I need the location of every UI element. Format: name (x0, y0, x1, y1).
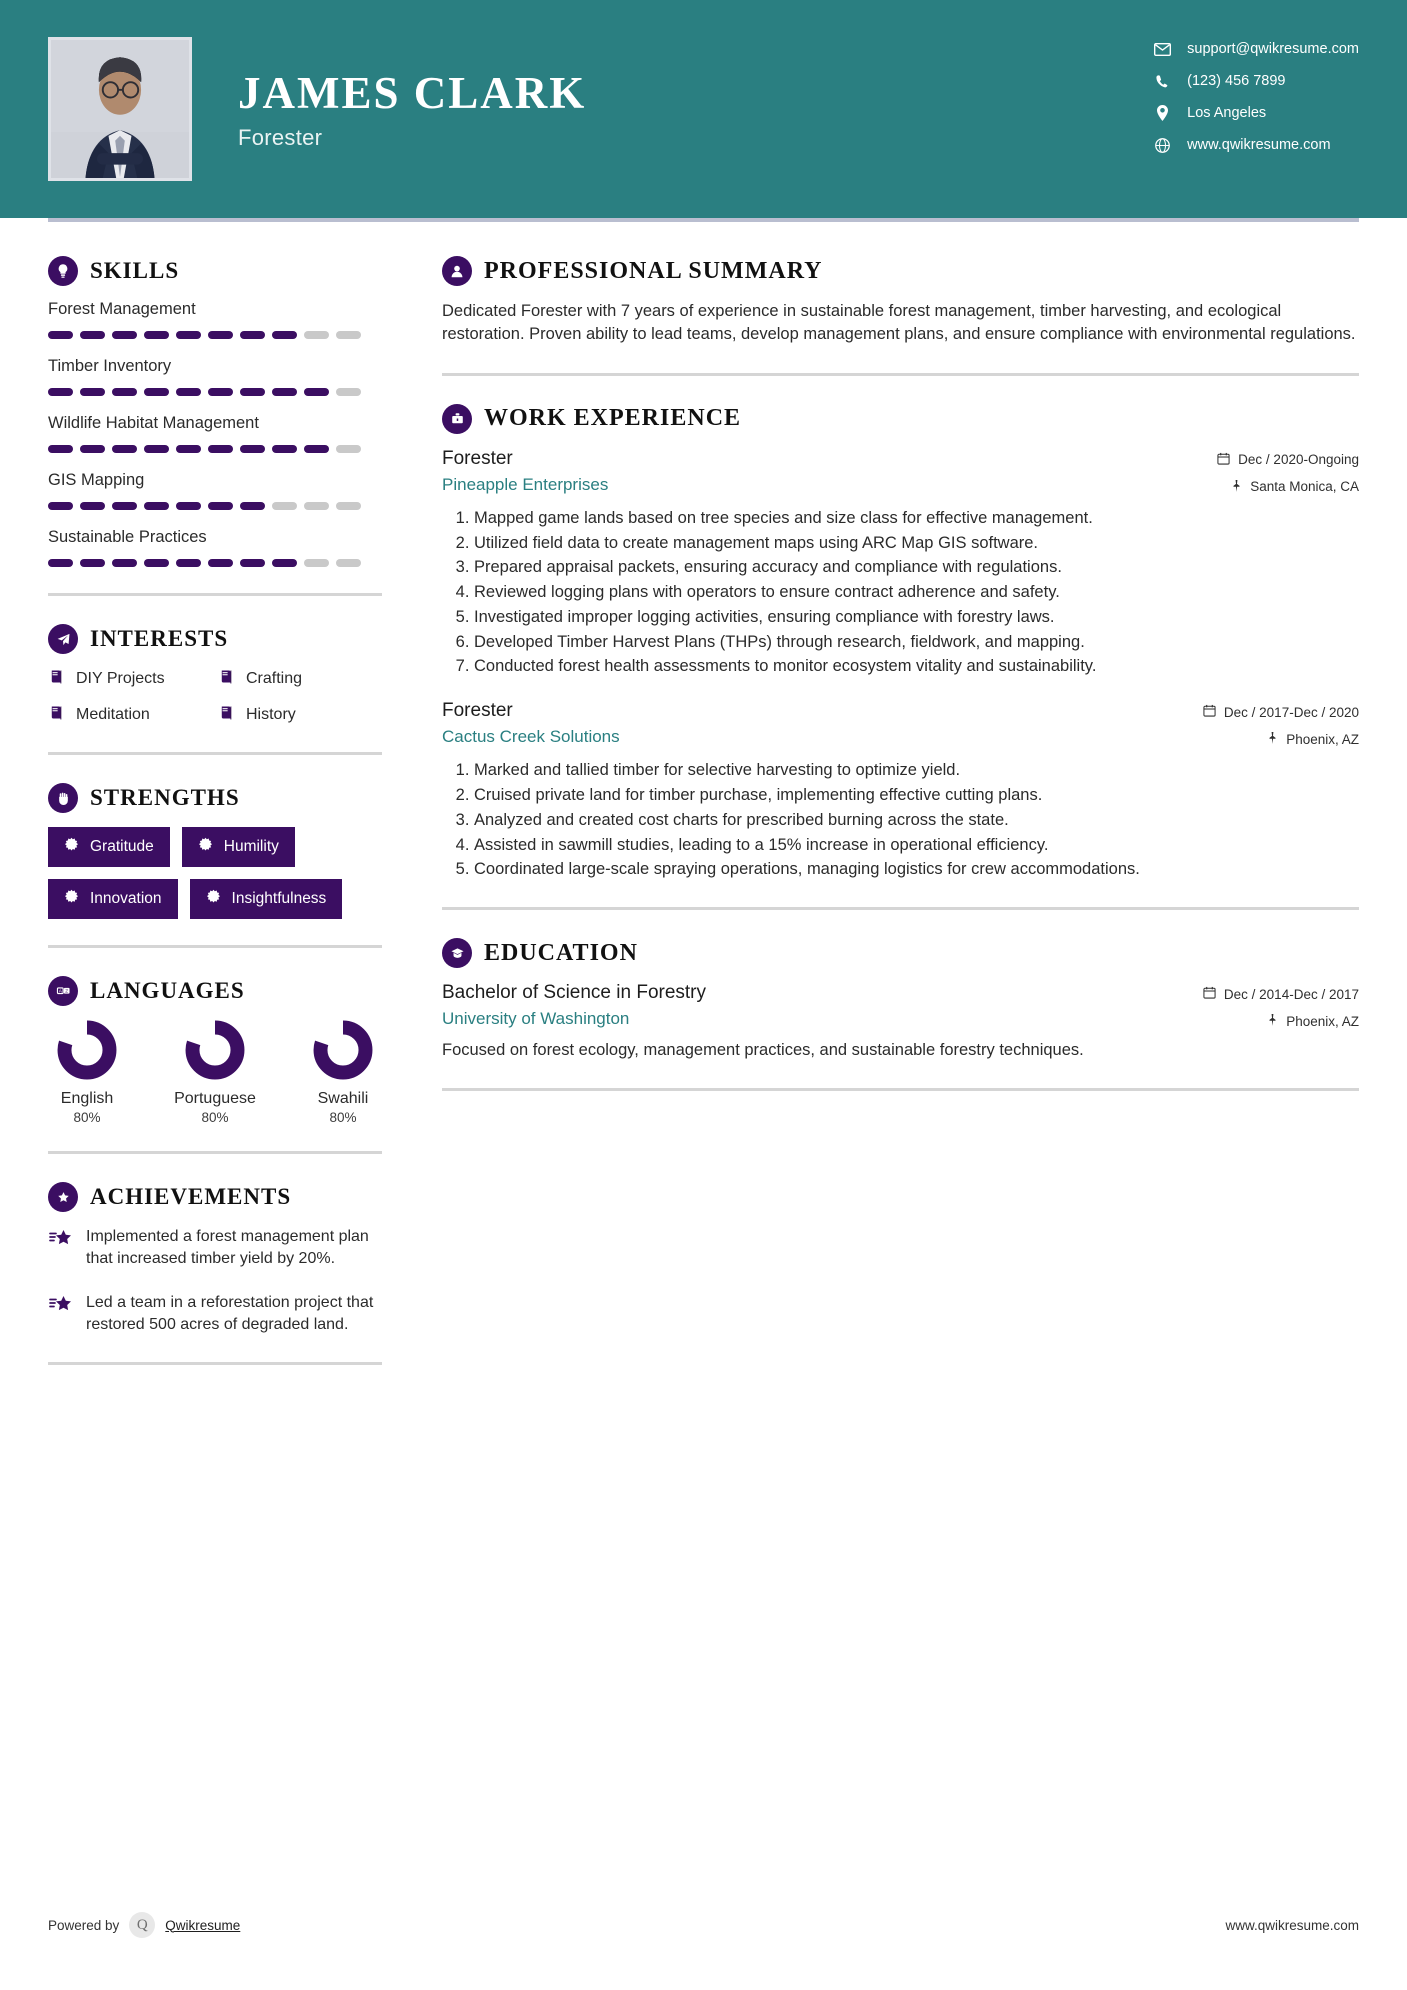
education-entries (442, 982, 1359, 1062)
work-organization: Pineapple Enterprises (442, 474, 609, 494)
strength-chip (190, 879, 343, 919)
contact-location (1151, 104, 1359, 122)
achievement-star-icon (48, 1292, 74, 1336)
divider (48, 1362, 382, 1365)
location-pin-icon (1231, 479, 1242, 495)
svg-text:Z: Z (64, 988, 68, 994)
work-bullet: 5. Investigated improper logging activities, ensuring compliance with forestry laws. (474, 606, 1359, 629)
skills-title: SKILLS (90, 258, 180, 283)
skill-dash (272, 559, 297, 567)
work-entry-meta (1217, 448, 1359, 495)
phone-icon (1151, 72, 1173, 90)
skill-dash (304, 502, 329, 510)
work-bullet: 7. Conducted forest health assessments to monitor ecosystem vitality and sustainability. (474, 655, 1359, 678)
burst-icon (206, 889, 221, 909)
education-entry (442, 982, 1359, 1062)
work-bullet-list (442, 507, 1359, 678)
skill-dash (208, 502, 233, 510)
skill-dash (48, 388, 73, 396)
skill-dash (336, 502, 361, 510)
skill-level-bar (48, 502, 382, 510)
footer-url[interactable]: www.qwikresume.com (1225, 1917, 1359, 1933)
interests-heading (48, 624, 382, 654)
skill-dash (48, 502, 73, 510)
interests-list (48, 668, 382, 726)
divider (48, 945, 382, 948)
skill-dash (48, 559, 73, 567)
summary-heading (442, 256, 1359, 286)
language-percent: 80% (201, 1110, 229, 1125)
skill-dash (80, 445, 105, 453)
name-block (238, 67, 586, 151)
skill-dash (336, 559, 361, 567)
job-title: Forester (238, 125, 323, 150)
strength-chip (182, 827, 295, 867)
person-circle-icon (442, 256, 472, 286)
work-location-text: Santa Monica, CA (1250, 479, 1359, 495)
skill-dash (80, 502, 105, 510)
skills-list (48, 300, 382, 567)
work-location (1203, 731, 1359, 747)
skill-dash (144, 388, 169, 396)
skill-dash (304, 388, 329, 396)
skill-dash (304, 331, 329, 339)
education-title: EDUCATION (484, 939, 638, 966)
language-donut (313, 1020, 373, 1080)
languages-title: LANGUAGES (90, 978, 245, 1003)
education-date (1203, 986, 1359, 1002)
divider (48, 1151, 382, 1154)
globe-icon (1151, 136, 1173, 154)
skill-level-bar (48, 445, 382, 453)
qwikresume-logo-icon: Q (129, 1912, 155, 1938)
skill-dash (176, 388, 201, 396)
achievements-list (48, 1226, 382, 1336)
work-entry-header (442, 700, 1359, 747)
skill-dash (112, 388, 137, 396)
work-bullet: 2. Cruised private land for timber purchase, implementing effective cutting plans. (474, 784, 1359, 807)
content-columns (0, 222, 1407, 1393)
work-bullet: 4. Assisted in sawmill studies, leading to a 15% increase in operational efficiency. (474, 834, 1359, 857)
work-bullet: 5. Coordinated large-scale spraying operations, managing logistics for crew accommodations. (474, 858, 1359, 881)
work-entries (442, 448, 1359, 881)
section-summary (442, 256, 1359, 347)
star-badge-icon (48, 1182, 78, 1212)
language-percent: 80% (329, 1110, 357, 1125)
education-description: Focused on forest ecology, management practices, and sustainable forestry techniques. (442, 1041, 1084, 1060)
skill-dash (112, 502, 137, 510)
language-percent: 80% (73, 1110, 101, 1125)
skill-dash (208, 445, 233, 453)
summary-title: PROFESSIONAL SUMMARY (484, 257, 823, 284)
location-pin-icon (1267, 1013, 1278, 1029)
divider (48, 593, 382, 596)
skill-dash (112, 331, 137, 339)
interest-label: Crafting (246, 670, 303, 687)
book-icon (218, 704, 236, 726)
work-entry-titles (442, 700, 620, 747)
work-date (1203, 704, 1359, 720)
powered-by (48, 1912, 240, 1938)
skill-dash (240, 445, 265, 453)
contact-website-text: www.qwikresume.com (1187, 137, 1331, 153)
work-date (1217, 452, 1359, 468)
calendar-icon (1217, 452, 1230, 468)
section-strengths (48, 783, 382, 919)
work-entry (442, 448, 1359, 678)
section-interests (48, 624, 382, 726)
work-entry-titles (442, 448, 608, 495)
divider (442, 907, 1359, 910)
strengths-heading (48, 783, 382, 813)
section-achievements (48, 1182, 382, 1336)
divider (442, 373, 1359, 376)
skills-heading (48, 256, 382, 286)
skill-dash (304, 445, 329, 453)
contact-location-text: Los Angeles (1187, 105, 1267, 121)
education-degree: Bachelor of Science in Forestry (442, 982, 707, 1004)
translate-icon (48, 976, 78, 1006)
skill-dash (240, 388, 265, 396)
skill-name: Forest Management (48, 300, 196, 318)
interest-item (48, 668, 212, 690)
work-bullet: 6. Developed Timber Harvest Plans (THPs) through research, fieldwork, and mapping. (474, 631, 1359, 654)
burst-icon (64, 889, 79, 909)
work-bullet: 3. Analyzed and created cost charts for prescribed burning across the state. (474, 809, 1359, 832)
skill-dash (48, 445, 73, 453)
education-location-text: Phoenix, AZ (1286, 1013, 1359, 1029)
skill-dash (304, 559, 329, 567)
skill-level-bar (48, 331, 382, 339)
graduation-icon (442, 938, 472, 968)
skill-level-bar (48, 388, 382, 396)
language-item (174, 1020, 256, 1125)
achievement-star-icon (48, 1226, 74, 1270)
page-title: JAMES CLARK (238, 68, 587, 118)
work-title: WORK EXPERIENCE (484, 405, 742, 432)
education-school: University of Washington (442, 1009, 630, 1029)
skill-dash (144, 502, 169, 510)
strengths-title: STRENGTHS (90, 785, 240, 810)
book-icon (218, 668, 236, 690)
skill-dash (336, 388, 361, 396)
skill-name: Sustainable Practices (48, 528, 207, 546)
book-icon (48, 668, 66, 690)
strength-label: Innovation (90, 890, 162, 907)
language-name: Swahili (317, 1090, 369, 1107)
work-bullet: 1. Marked and tallied timber for selective harvesting to optimize yield. (474, 759, 1359, 782)
skill-dash (48, 331, 73, 339)
section-work-experience (442, 404, 1359, 881)
interest-label: History (246, 706, 296, 723)
work-location (1217, 479, 1359, 495)
skill-dash (144, 445, 169, 453)
achievements-title: ACHIEVEMENTS (90, 1184, 292, 1209)
skill-dash (144, 331, 169, 339)
skill-dash (208, 331, 233, 339)
skill-name: Timber Inventory (48, 357, 172, 375)
contact-email[interactable] (1151, 40, 1359, 58)
location-pin-icon (1267, 731, 1278, 747)
resume-header (0, 0, 1407, 218)
section-education (442, 938, 1359, 1062)
achievement-text: Implemented a forest management plan that increased timber yield by 20%. (86, 1228, 369, 1268)
work-date-text: Dec / 2017-Dec / 2020 (1223, 704, 1359, 720)
education-date-text: Dec / 2014-Dec / 2017 (1223, 986, 1359, 1002)
divider (442, 1088, 1359, 1091)
skill-dash (176, 331, 201, 339)
education-heading (442, 938, 1359, 968)
skill-dash (208, 559, 233, 567)
achievement-item (48, 1226, 382, 1270)
achievement-item (48, 1292, 382, 1336)
envelope-icon (1151, 40, 1173, 58)
interest-label: DIY Projects (76, 670, 165, 687)
skill-dash (80, 559, 105, 567)
sidebar (48, 222, 400, 1393)
skill-dash (80, 331, 105, 339)
interest-label: Meditation (76, 706, 150, 723)
skill-dash (240, 559, 265, 567)
skill-dash (176, 559, 201, 567)
language-name: Portuguese (174, 1090, 256, 1107)
skill-dash (80, 388, 105, 396)
interest-item (218, 704, 382, 726)
skill-name: GIS Mapping (48, 471, 145, 489)
work-location-text: Phoenix, AZ (1286, 731, 1359, 747)
burst-icon (64, 837, 79, 857)
education-entry-header (442, 982, 1359, 1029)
work-bullet: 3. Prepared appraisal packets, ensuring accuracy and compliance with regulations. (474, 556, 1359, 579)
calendar-icon (1203, 704, 1216, 720)
work-entry-meta (1203, 700, 1359, 747)
skill-dash (176, 502, 201, 510)
paper-plane-icon (48, 624, 78, 654)
language-name: English (60, 1090, 114, 1107)
work-bullet-list (442, 759, 1359, 881)
skill-dash (240, 502, 265, 510)
skill-name: Wildlife Habitat Management (48, 414, 259, 432)
strength-chip (48, 879, 178, 919)
strength-chip (48, 827, 170, 867)
language-item (304, 1020, 382, 1125)
skill-dash (336, 445, 361, 453)
briefcase-icon (442, 404, 472, 434)
skill-dash (240, 331, 265, 339)
languages-list (48, 1020, 382, 1125)
interests-title: INTERESTS (90, 626, 229, 651)
skill-dash (336, 331, 361, 339)
summary-text: Dedicated Forester with 7 years of experience in sustainable forest management, timber harvesting, and ecological restoration. Proven ability to lead teams, develop management plans, and ensure compliance with environmental regulations. (442, 302, 1356, 344)
skill-dash (272, 445, 297, 453)
work-heading (442, 404, 1359, 434)
contact-list (1151, 40, 1359, 154)
work-entry-header (442, 448, 1359, 495)
skill-dash (272, 388, 297, 396)
contact-website[interactable] (1151, 136, 1359, 154)
skill-dash (176, 445, 201, 453)
section-languages (48, 976, 382, 1125)
burst-icon (198, 837, 213, 857)
language-donut (185, 1020, 245, 1080)
skill-dash (208, 388, 233, 396)
work-role: Forester (442, 700, 513, 722)
profile-photo (48, 37, 192, 181)
fist-icon (48, 783, 78, 813)
section-skills (48, 256, 382, 567)
strength-label: Humility (223, 838, 279, 855)
achievements-heading (48, 1182, 382, 1212)
skill-dash (272, 331, 297, 339)
interest-item (218, 668, 382, 690)
skill-dash (144, 559, 169, 567)
contact-phone[interactable] (1151, 72, 1359, 90)
work-bullet: 4. Reviewed logging plans with operators to ensure contract adherence and safety. (474, 581, 1359, 604)
strengths-list (48, 827, 382, 919)
book-icon (48, 704, 66, 726)
page-footer (48, 1912, 1359, 1938)
language-donut (57, 1020, 117, 1080)
education-entry-meta (1203, 982, 1359, 1029)
skill-dash (112, 445, 137, 453)
work-organization: Cactus Creek Solutions (442, 727, 620, 747)
divider (48, 752, 382, 755)
lightbulb-icon (48, 256, 78, 286)
work-date-text: Dec / 2020-Ongoing (1238, 452, 1359, 468)
contact-email-text: support@qwikresume.com (1187, 41, 1359, 57)
work-bullet: 1. Mapped game lands based on tree species and size class for effective management. (474, 507, 1359, 530)
work-role: Forester (442, 447, 513, 469)
strength-label: Insightfulness (231, 890, 327, 907)
skill-dash (112, 559, 137, 567)
work-entry (442, 700, 1359, 881)
education-location (1203, 1013, 1359, 1029)
work-bullet: 2. Utilized field data to create management maps using ARC Map GIS software. (474, 532, 1359, 555)
svg-text:A: A (58, 988, 62, 994)
education-entry-titles (442, 982, 706, 1029)
skill-level-bar (48, 559, 382, 567)
strength-label: Gratitude (90, 838, 154, 855)
languages-heading (48, 976, 382, 1006)
language-item (48, 1020, 126, 1125)
achievement-text: Led a team in a reforestation project that restored 500 acres of degraded land. (86, 1294, 374, 1334)
location-pin-icon (1151, 104, 1173, 122)
main-content (400, 222, 1359, 1393)
calendar-icon (1203, 986, 1216, 1002)
qwikresume-link[interactable]: Qwikresume (165, 1917, 241, 1933)
interest-item (48, 704, 212, 726)
powered-by-label: Powered by (48, 1917, 120, 1933)
skill-dash (272, 502, 297, 510)
contact-phone-text: (123) 456 7899 (1187, 73, 1286, 89)
